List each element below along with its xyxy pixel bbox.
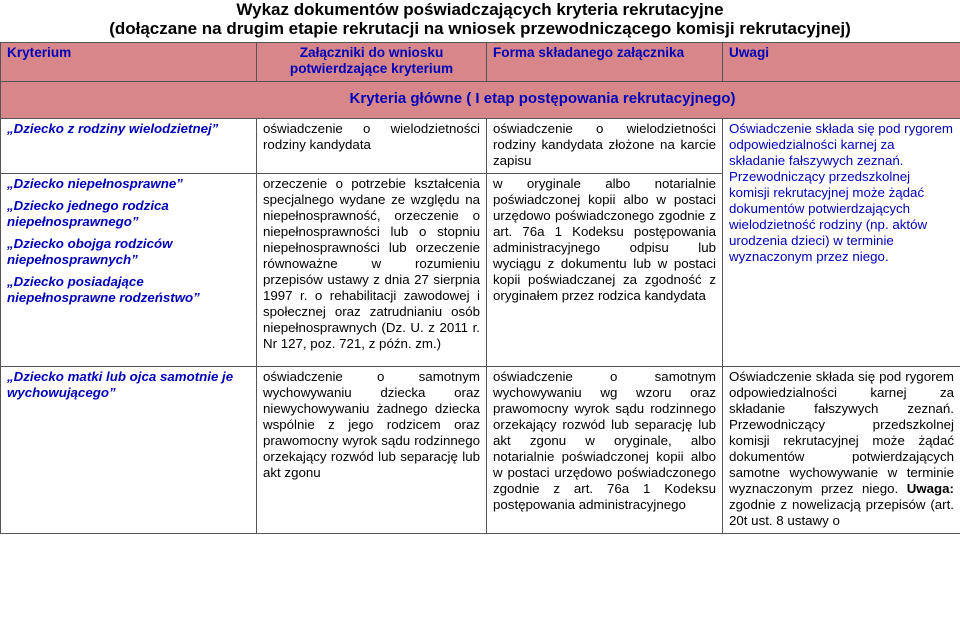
form-cell: oświadczenie o samotnym wychowywaniu wg wzoru oraz prawomocny wyrok sądu rodzinnego orzekający rozwód lub separację lub akt zgonu w oryginale, albo notarialnie poświadczonej kopii albo w postaci urzędowo poświadczonego zgodnie z art. 76a 1 Kodeksu postępowania administracyjnego: [487, 367, 723, 534]
criterion-text: „Dziecko matki lub ojca samotnie je wychowującego”: [7, 369, 234, 400]
form-cell: oświadczenie o wielodzietności rodziny kandydata złożone na karcie zapisu: [487, 119, 723, 174]
title-line-2: (dołączane na drugim etapie rekrutacji na wniosek przewodniczącego komisji rekrutacyjnej): [109, 19, 851, 38]
table-header-row: [1, 43, 960, 82]
notes-label: Uwaga:: [906, 481, 954, 496]
section-row: [1, 82, 960, 119]
notes-cell: [723, 367, 960, 534]
criteria-table: [0, 42, 960, 534]
header-criterion: Kryterium: [1, 43, 257, 82]
document-title: [0, 0, 960, 38]
notes-cell: Oświadczenie składa się pod rygorem odpowiedzialności karnej za składanie fałszywych zeznań. Przewodniczący przedszkolnej komisji rekrutacyjnej może żądać dokumentów potwierdzających wielodzietność rodziny (np. aktów urodzenia dzieci) w terminie wyznaczonym przez niego.: [723, 119, 960, 367]
criterion-text: „Dziecko niepełnosprawne”: [7, 176, 183, 191]
criterion-text: „Dziecko obojga rodziców niepełnosprawnych”: [7, 236, 173, 267]
form-cell: w oryginale albo notarialnie poświadczonej kopii albo w postaci urzędowo poświadczonego zgodnie z art. 76a 1 Kodeksu postępowania administracyjnego odpisu lub wyciągu z dokumentu lub w postaci kopii poświadczanej za zgodność z oryginałem przez rodzica kandydata: [487, 174, 723, 367]
criterion-cell: [1, 367, 257, 534]
attachment-cell: orzeczenie o potrzebie kształcenia specjalnego wydane ze względu na niepełnosprawność, orzeczenie o niepełnosprawności lub o stopniu niepełnosprawności lub orzeczenie równoważne w rozumieniu przepisów ustawy z dnia 27 sierpnia 1997 r. o rehabilitacji zawodowej i społecznej oraz zatrudnianiu osób niepełnosprawnych (Dz. U. z 2011 r. Nr 127, poz. 721, z późn. zm.): [257, 174, 487, 367]
table-row: [1, 367, 960, 534]
section-title: Kryteria główne ( I etap postępowania rekrutacyjnego): [1, 82, 960, 119]
title-line-1: Wykaz dokumentów poświadczających kryteria rekrutacyjne: [236, 0, 724, 19]
criterion-text: „Dziecko jednego rodzica niepełnosprawnego”: [7, 198, 169, 229]
attachment-cell: oświadczenie o samotnym wychowywaniu dziecka oraz niewychowywaniu żadnego dziecka wspólnie z jego rodzicem oraz prawomocny wyrok sądu rodzinnego orzekający rozwód lub separację lub akt zgonu: [257, 367, 487, 534]
criterion-text: „Dziecko z rodziny wielodzietnej”: [7, 121, 219, 136]
header-attachments: Załączniki do wniosku potwierdzające kryterium: [257, 43, 487, 82]
criterion-cell: [1, 119, 257, 174]
table-row: [1, 119, 960, 174]
criterion-cell: [1, 174, 257, 367]
header-form: Forma składanego załącznika: [487, 43, 723, 82]
attachment-cell: oświadczenie o wielodzietności rodziny kandydata: [257, 119, 487, 174]
notes-text: Oświadczenie składa się pod rygorem odpowiedzialności karnej za składanie fałszywych zeznań. Przewodniczący przedszkolnej komisji rekrutacyjnej może żądać dokumentów potwierdzających samotne wychowywanie w terminie wyznaczonym przez niego.: [729, 369, 954, 496]
criterion-text: „Dziecko posiadające niepełnosprawne rodzeństwo”: [7, 274, 200, 305]
notes-tail: zgodnie z nowelizacją przepisów (art. 20t ust. 8 ustawy o: [729, 497, 954, 528]
header-notes: Uwagi: [723, 43, 960, 82]
